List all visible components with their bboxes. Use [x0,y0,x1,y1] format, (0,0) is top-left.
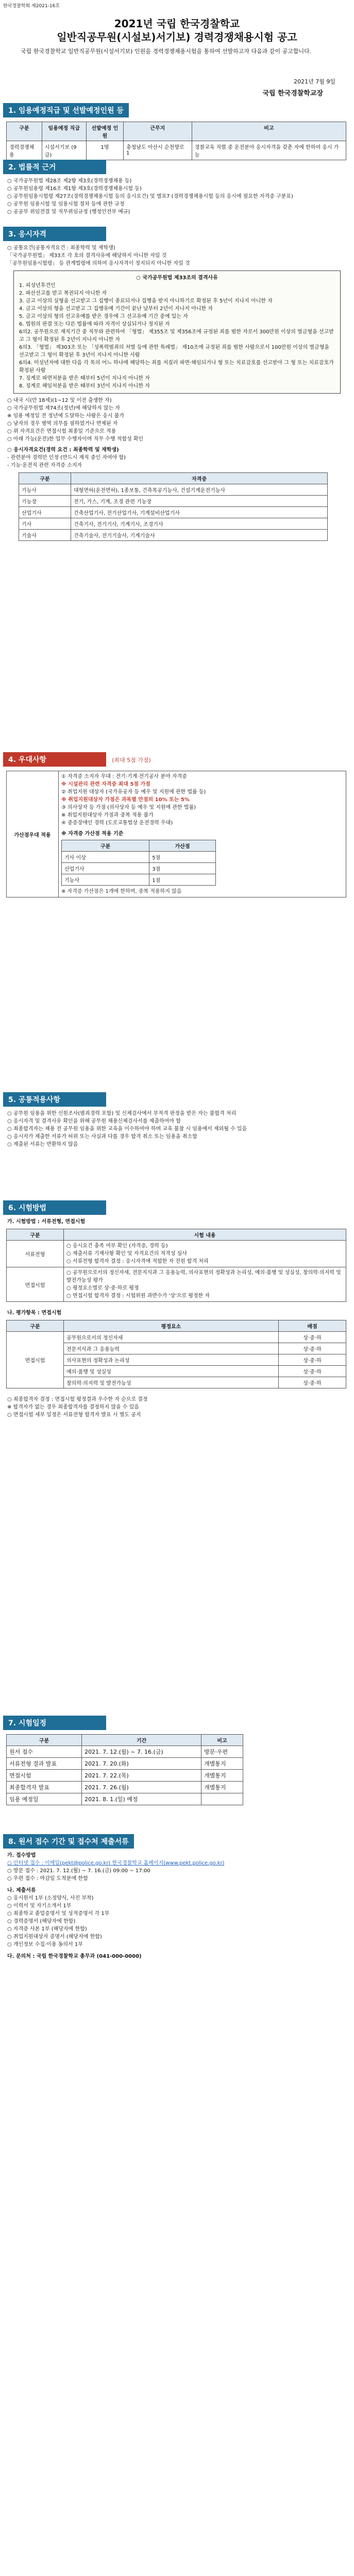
table-cell: 전기, 가스, 기계, 조경 관련 기능장 [71,496,328,507]
document-number: 한국경찰학회 제2021-16호 [3,4,60,9]
conditions-title: ○ 응시자격요건(경력 요건 : 최종학력 및 재학생) [7,447,119,453]
title-line-1: 2021년 국립 한국경찰학교 [114,18,240,30]
table-cell: 2021. 7. 12.(월) ~ 7. 16.(금) [82,1746,201,1758]
list-item: ○ 공무원임용시험령 제27조(경력경쟁채용시험 등의 응시요건) 및 별표7 (경력경쟁채용시험 등의 응시에 필요한 자격증 구분표) [7,194,293,199]
list-item: ① 자격증 소지자 우대 : 전기·기계·전기공사 분야 자격증 [61,774,187,779]
list-item: ○ 면접시험 세부 일정은 서류전형 합격자 발표 시 별도 공지 [7,1412,141,1418]
table-header: 구분 [19,473,71,484]
table-cell: 2021. 8. 1.(일) 예정 [82,1793,201,1805]
section-common [3,1092,351,1151]
table-cell: 3점 [149,863,216,874]
table-cell: 건축산업기사, 전기산업기사, 기계설비산업기사 [71,507,328,518]
table-cell: 원서 접수 [7,1746,82,1758]
table-cell: ○ 응시요건 충족 여부 확인 (자격증, 경력 등) ○ 제출서류 기재사항 확인 및 자격요건의 적격성 심사 ○ 서류전형 합격자 결정 : 응시자격에 적합한 자 전원 합격 처리 [64,1241,346,1267]
list-item: ○ 응시자가 제출한 서류가 허위 또는 사실과 다를 경우 합격 취소 또는 임용을 취소함 [7,1134,197,1140]
section-title: 6. 시험방법 [3,1200,106,1215]
list-item: 7. 징계로 파면처분을 받은 때부터 5년이 지나지 아니한 자 [19,376,150,381]
table-header: 구분 [62,840,149,852]
section-title: 1. 임용예정직급 및 선발예정인원 등 [3,103,129,117]
note-title: ※ 자격증 가산점 적용 기준 [61,831,124,837]
list-item: ○ 내국 시(만 18세)(1~12 및 이전 출생한 자) [7,398,112,403]
list-item: 「공무원임용시험령」 등 관계법령에 의하여 응시자격이 정지되지 아니한 자일 것 [7,261,190,266]
table-cell: 5점 [149,852,216,863]
table-cell [201,1793,243,1805]
title-line-2: 일반직공무원(시설보)서기보) 경력경쟁채용시험 공고 [57,31,297,43]
list-item: ※ 시설관리 관련 자격증 최대 5점 가점 [61,782,150,787]
legal-basis-list [7,177,347,216]
list-item: ○ 공무원 임용시험 및 임용시험 절차 등에 관한 규정 [7,201,125,207]
list-item: 6의2. 공무원으로 재직기간 중 직무와 관련하여 「형법」 제355조 및 제356조에 규정된 죄를 범한 자로서 300만원 이상의 벌금형을 선고받고 그 형이 확정된 후 2년이 지나지 아니한 자 [19,329,334,343]
table-cell: 시설서기보 (9급) [42,141,86,160]
list-item: 1. 피성년후견인 [19,283,56,289]
subtitle: 나. 평가항목 : 면접시험 [7,1310,62,1316]
table-cell: 충청남도 아산시 순천향로 1 [124,141,192,160]
table-cell: 의사표현의 정확성과 논리성 [64,1354,279,1366]
section-title: 5. 공통적용사항 [3,1092,106,1107]
table-cell: 상·중·하 [279,1332,346,1343]
table-cell: 경찰교육 직렬 중 운전분야 응시자격을 갖춘 자에 한하여 응시 가능 [192,141,346,160]
criteria-table [6,1320,346,1388]
footnote: ※ 자격증 가산점은 1개에 한하며, 중복 적용하지 않음 [61,889,182,894]
table-header: 평정요소 [64,1320,279,1332]
list-item: ○ 제출된 서류는 반환하지 않음 [7,1142,78,1147]
table-cell: 대형면허(운전면허), 1종보통, 건축목공기능사, 건설기계운전기능사 [71,484,328,496]
list-item: ○ 공무원 임용을 위한 신원조사(범죄경력 포함) 및 신체검사에서 부적격 판정을 받은 자는 불합격 처리 [7,1111,237,1116]
list-item: ○ 최종학교 졸업증명서 및 성적증명서 각 1부 [7,1911,110,1917]
list-item: ○ 경력증명서 (해당자에 한함) [7,1919,76,1924]
table-cell: 2021. 7. 20.(화) [82,1758,201,1770]
table-header: 구분 [7,1320,64,1332]
list-item: ○ 아래 가능(운전)한 업무 수행자이며 직무 수행 적합성 확인 [7,436,144,442]
table-cell: 기사 이상 [62,852,149,863]
list-item: ② 취업지원 대상자 (국가유공자 등 예우 및 지원에 관한 법률 등) [61,789,206,795]
table-cell: 방문·우편 [201,1746,243,1758]
table-header: 기간 [82,1735,201,1746]
row-label: 가산점우대 적용 [7,771,59,897]
section-preferences [3,752,351,902]
section-title: 7. 시험일정 [3,1716,106,1730]
section-title: 2. 법률적 근거 [3,160,106,174]
application-list [7,1852,347,1960]
list-item: 8. 징계로 해임처분을 받은 때부터 3년이 지나지 아니한 자 [19,383,150,389]
table-cell: 상·중·하 [279,1377,346,1388]
table-cell: 면접시험 [7,1267,64,1302]
eligibility-extra [7,397,347,469]
table-cell: 산업기사 [62,863,149,874]
subtitle: 가. 시험방법 : 서류전형, 면접시험 [7,1219,86,1225]
list-item: 가. 접수방법 [7,1853,36,1858]
disqualification-box [13,270,341,394]
eligibility-intro [7,244,347,267]
signer: 국립 한국경찰학교장 [262,90,323,97]
table-header: 근무지 [124,122,192,141]
section-legal-basis [3,160,351,219]
table-cell: 개별통지 [201,1770,243,1782]
license-table [19,472,328,541]
section-exam-method [3,1200,351,1422]
table-cell: 건축기사, 전기기사, 기계기사, 조경기사 [71,518,328,530]
list-item: ※ 취업지원대상자 가점은 과목별 만점의 10% 또는 5% [61,797,190,803]
exam-table [6,1229,346,1302]
list-item: 다. 문의처 : 국립 한국경찰학교 총무과 (041-000-0000) [7,1954,142,1959]
list-item: 6의3. 「형법」 제303조 또는 「성폭력범죄의 처벌 등에 관한 특례법」 제10조에 규정된 죄를 범한 사람으로서 100만원 이상의 벌금형을 선고받고 그 형이 확정된 후 3년이 지나지 아니한 사람 [19,345,330,358]
section-title: 4. 우대사항 [3,752,106,767]
list-item: ※ 취업지원대상자 가점과 중복 적용 불가 [61,812,154,818]
table-cell: 서류전형 [7,1241,64,1267]
table-header: 구분 [7,122,42,141]
section-schedule [3,1716,351,1809]
list-item: ○ 우편 접수 : 마감일 도착분에 한함 [7,1876,88,1882]
preferences-table [6,771,346,897]
table-header: 자격증 [71,473,328,484]
table-cell: 기술사 [19,530,71,541]
list-item: ③ 의사상자 등 가점 (의사상자 등 예우 및 지원에 관한 법률) [61,805,196,810]
list-item: 2. 파산선고를 받고 복권되지 아니한 자 [19,291,107,296]
table-cell: 상·중·하 [279,1343,346,1354]
table-cell: 예의·품행 및 성실성 [64,1366,279,1377]
list-item: 6. 법원의 판결 또는 다른 법률에 따라 자격이 상실되거나 정지된 자 [19,321,170,327]
table-header: 비고 [201,1735,243,1746]
section-positions [3,103,351,164]
table-header: 구분 [7,1735,82,1746]
table-cell: 개별통지 [201,1782,243,1793]
intro-text: 국립 한국경찰학교 일반직공무원(시설서기보) 인원을 경력경쟁채용시험을 통하여 선발하고자 다음과 같이 공고합니다. [21,48,312,55]
table-cell: 1점 [149,874,216,886]
list-item: - 기능·운전직 관련 자격증 소지자 [7,463,82,468]
table-header: 선발예정 인원 [86,122,123,141]
list-item: ○ 공공부 위임전결 및 직무위임규정 (행정안전부 예규) [7,209,130,215]
table-cell: 서류전형 결과 발표 [7,1758,82,1770]
list-item: ○ 남자의 경우 병역 의무를 필하였거나 면제된 자 [7,421,118,427]
box-title: ○ 국가공무원법 제33조의 결격사유 [136,275,218,281]
table-cell: 1명 [86,141,123,160]
list-item: ○ 자격증 사본 1부 (해당자에 한함) [7,1926,87,1932]
list-item: 4. 금고 이상의 형을 선고받고 그 집행유예 기간이 끝난 날부터 2년이 지나지 아니한 자 [19,306,213,312]
list-item: ※ 임용 예정일 전 정년에 도달하는 사람은 응시 불가 [7,413,125,419]
common-list [7,1110,347,1148]
list-item: ※ 합격자가 없는 경우 최종합격자를 결정하지 않을 수 있음 [7,1404,139,1410]
section-eligibility [3,227,351,543]
list-item: ○ 국가공무원법 제28조 제2항 제3호(경력경쟁채용 등) [7,178,132,184]
exam-extra [7,1396,347,1419]
list-item: 6의4. 미성년자에 대한 다음 각 목의 어느 하나에 해당하는 죄를 저질러 파면·해임되거나 형 또는 치료감호를 선고받아 그 형 또는 치료감호가 확정된 사람 [19,360,334,374]
table-cell: ○ 공무원으로서의 정신자세, 전문지식과 그 응용능력, 의사표현의 정확성과 논리성, 예의·품행 및 성실성, 창의력·의지력 및 발전가능성 평가 ○ 평정요소별로 상·중·하로 평정 ○ 면접시험 합격자 결정 : 시험위원 과반수가 '상'으로 평정한 자 [64,1267,346,1302]
list-item: 5. 금고 이상의 형의 선고유예를 받은 경우에 그 선고유예 기간 중에 있는 자 [19,314,188,319]
table-cell: 기능사 [19,484,71,496]
list-item: ○ 위 자격요건은 면접시험 최종일 기준으로 적용 [7,429,116,434]
table-cell: 산업기사 [19,507,71,518]
table-cell: 2021. 7. 26.(월) [82,1782,201,1793]
table-header: 비고 [192,122,346,141]
preferences-list [59,771,346,897]
list-item[interactable]: ○ 인터넷 접수 : 이메일(pekt@police.go.kr) 한국경찰학교 홈페이지(www.pekt.police.go.kr) [7,1860,225,1866]
table-cell: 최종합격자 발표 [7,1782,82,1793]
table-cell: 개별통지 [201,1758,243,1770]
list-item: ○ 공통요건(공통자격요건 : 최종학력 및 재학생) [7,245,115,251]
table-cell: 면접시험 [7,1770,82,1782]
table-cell: 2021. 7. 22.(목) [82,1770,201,1782]
table-cell: 공무원으로서의 정신자세 [64,1332,279,1343]
list-item: ○ 공무원임용령 제16조 제1항 제3호(경력경쟁채용시험 등) [7,186,142,192]
bonus-table [61,840,216,886]
section-title: 3. 응시자격 [3,227,106,241]
list-item: ○ 방문 접수 : 2021. 7. 12.(월) ~ 7. 16.(금) 09:00 ~ 17:00 [7,1868,150,1874]
list-item: ○ 최종합격자는 채용 전 공무원 임용을 위한 교육을 이수하여야 하며 교육 불참 시 임용에서 제외될 수 있음 [7,1126,247,1132]
table-cell: 전문지식과 그 응용능력 [64,1343,279,1354]
table-cell: 상·중·하 [279,1366,346,1377]
list-item: ○ 이력서 및 자기소개서 1부 [7,1903,72,1909]
list-item: 3. 금고 이상의 실형을 선고받고 그 집행이 종료되거나 집행을 받지 아니하기로 확정된 후 5년이 지나지 아니한 자 [19,298,273,304]
list-item: ○ 취업지원대상자 증명서 (해당자에 한함) [7,1934,102,1940]
table-cell: 기사 [19,518,71,530]
list-item: ④ 중증장애인 경력 (도로교통법상 운전경력 우대) [61,820,173,826]
table-cell: 창의력·의지력 및 발전가능성 [64,1377,279,1388]
list-item: 나. 제출서류 [7,1888,36,1893]
list-item: - 관련분야 경력만 인정 (반드시 재직 중인 자여야 함) [7,455,126,461]
list-item: ○ 최종합격자 결정 : 면접시험 평정결과 우수한 자 순으로 결정 [7,1397,148,1402]
table-cell: 경력경쟁채용 [7,141,42,160]
announcement-date: 2021년 7월 9일 [294,78,335,85]
table-header: 배점 [279,1320,346,1332]
schedule-table [6,1734,243,1805]
table-cell: 기능장 [19,496,71,507]
list-item: ○ 국가공무원법 제74조(정년)에 해당하지 않는 자 [7,405,121,411]
table-cell: 상·중·하 [279,1354,346,1366]
list-item: 「국가공무원법」 제33조 각 호의 결격사유에 해당하지 아니한 자일 것 [7,253,167,259]
table-header: 가산점 [149,840,216,852]
list-item: ○ 개인정보 수집·이용 동의서 1부 [7,1942,83,1947]
section-subtitle: (최대 5점 가점) [112,757,151,764]
table-header: 임용예정 직급 [42,122,86,141]
section-application [3,1834,351,1963]
list-item: ○ 응시자격 및 결격사유 확인을 위해 공무원 채용신체검사서를 제출하여야 함 [7,1118,181,1124]
table-header: 구분 [7,1229,64,1241]
section-title: 8. 원서 접수 기간 및 접수처 제출서류 [3,1834,134,1849]
table-header: 시험 내용 [64,1229,346,1241]
table-cell: 건축기술사, 전기기술사, 기계기술사 [71,530,328,541]
table-cell: 기능사 [62,874,149,886]
positions-table [6,122,346,160]
table-cell: 임용 예정일 [7,1793,82,1805]
table-cell: 면접시험 [7,1332,64,1388]
list-item: ○ 응시원서 1부 (소정양식, 사진 부착) [7,1895,94,1901]
